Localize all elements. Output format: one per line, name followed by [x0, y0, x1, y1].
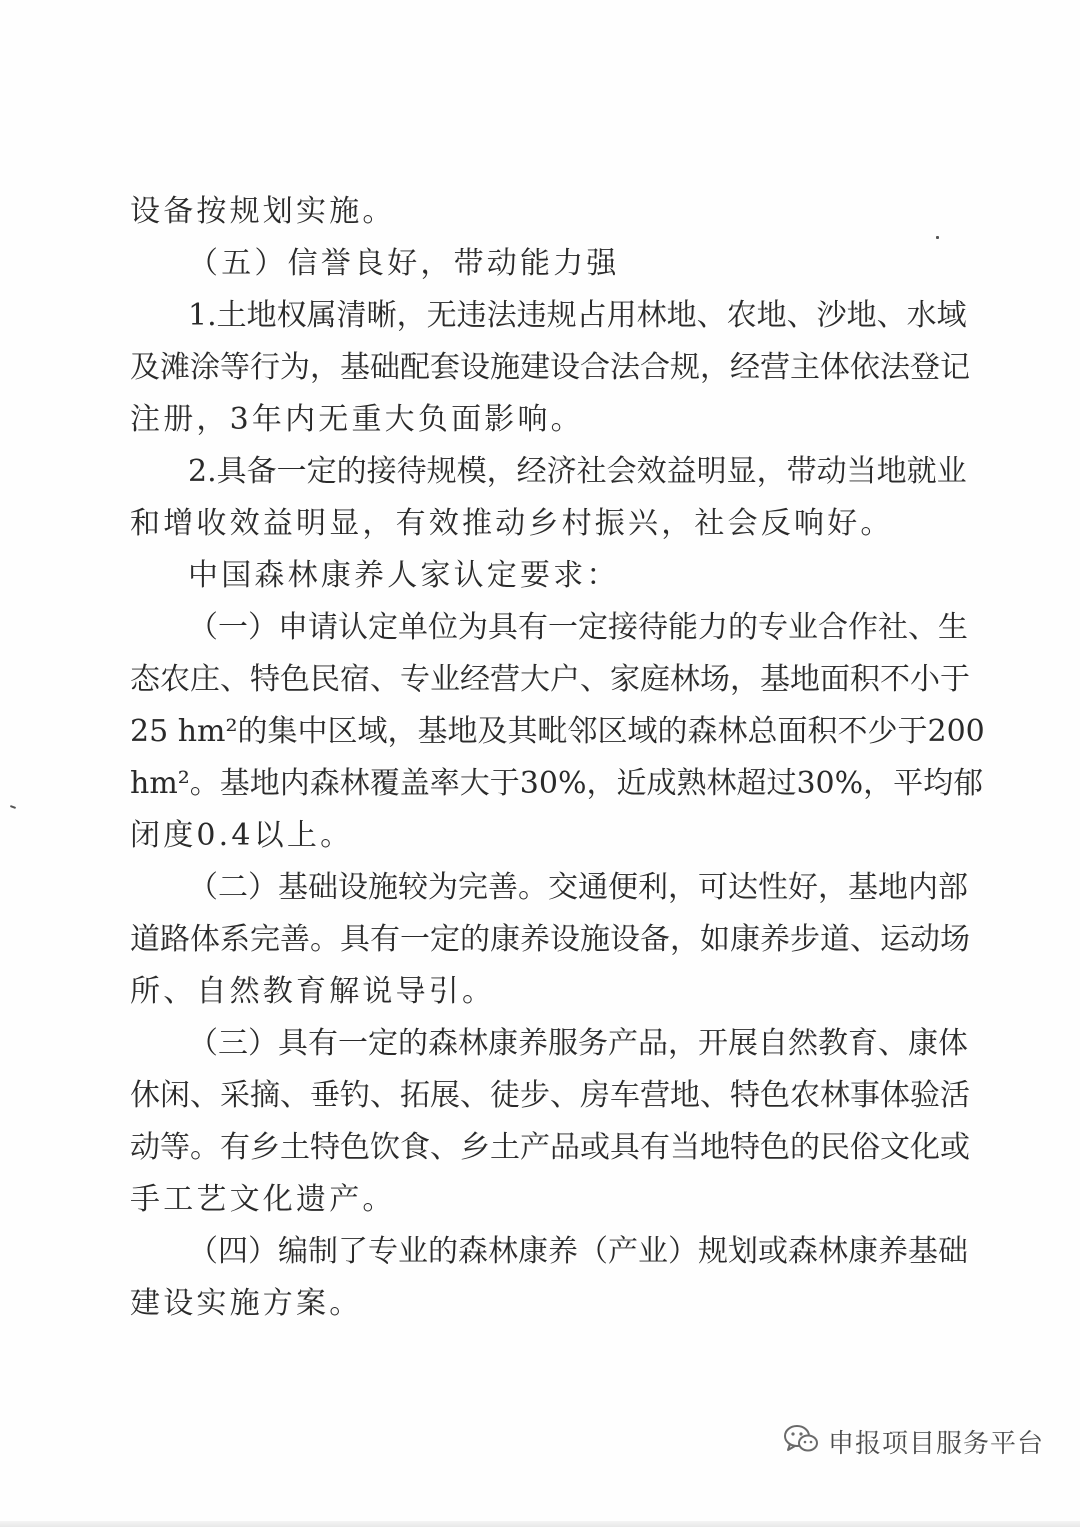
- text-line: 25 hm²的集中区域，基地及其毗邻区域的森林总面积不少于200: [130, 714, 985, 749]
- section-heading: （五）信誉良好，带动能力强: [188, 246, 620, 281]
- text-line: 设备按规划实施。: [130, 194, 396, 229]
- text-line: 道路体系完善。具有一定的康养设施设备，如康养步道、运动场: [130, 922, 970, 957]
- text-line: 及滩涂等行为，基础配套设施建设合法合规，经营主体依法登记: [130, 350, 970, 385]
- text-line: （二）基础设施较为完善。交通便利，可达性好，基地内部: [188, 870, 968, 905]
- scan-speck: [936, 236, 939, 239]
- text-line: 闭度0.4以上。: [130, 818, 354, 853]
- text-line: hm²。基地内森林覆盖率大于30%，近成熟林超过30%，平均郁: [130, 766, 984, 801]
- text-line: 动等。有乡土特色饮食、乡土产品或具有当地特色的民俗文化或: [130, 1130, 970, 1165]
- text-line: 所、自然教育解说导引。: [130, 974, 496, 1009]
- text-line: （四）编制了专业的森林康养（产业）规划或森林康养基础: [188, 1234, 968, 1269]
- text-line: （三）具有一定的森林康养服务产品，开展自然教育、康体: [188, 1026, 968, 1061]
- text-line: 注册，3年内无重大负面影响。: [130, 402, 584, 437]
- text-line: 1.土地权属清晰，无违法违规占用林地、农地、沙地、水域: [188, 298, 967, 333]
- text-line: 态农庄、特色民宿、专业经营大户、家庭林场，基地面积不小于: [130, 662, 970, 697]
- text-line: 休闲、采摘、垂钓、拓展、徒步、房车营地、特色农林事体验活: [130, 1078, 970, 1113]
- text-line: 2.具备一定的接待规模，经济社会效益明显，带动当地就业: [188, 454, 967, 489]
- text-line: （一）申请认定单位为具有一定接待能力的专业合作社、生: [188, 610, 968, 645]
- wechat-icon: [782, 1422, 820, 1460]
- section-heading: 中国森林康养人家认定要求：: [188, 558, 620, 593]
- scan-speck: [10, 805, 16, 809]
- page-bottom-edge: [0, 1521, 1080, 1527]
- watermark-label: 申报项目服务平台: [828, 1428, 1045, 1459]
- text-line: 手工艺文化遗产。: [130, 1182, 396, 1217]
- text-line: 建设实施方案。: [130, 1286, 363, 1321]
- text-line: 和增收效益明显，有效推动乡村振兴，社会反响好。: [130, 506, 894, 541]
- watermark: [782, 1421, 1044, 1461]
